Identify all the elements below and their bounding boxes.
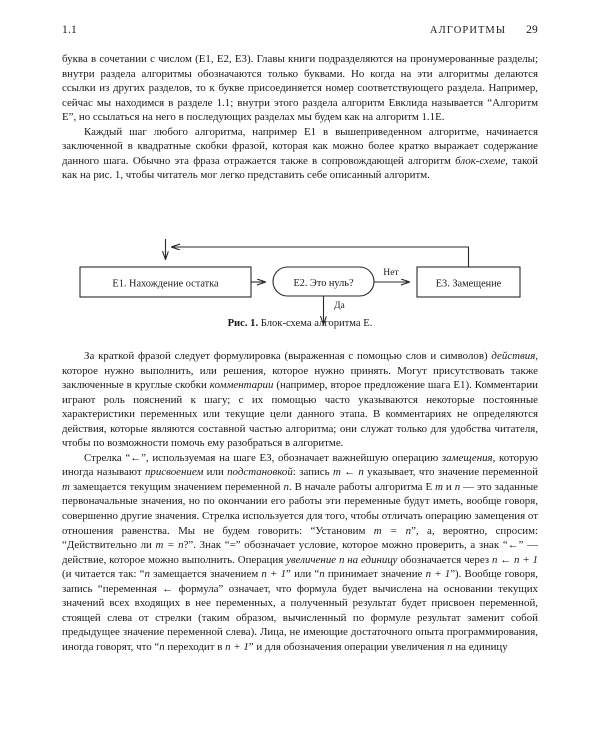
p4-text-j: ”, а, вероятно, спросим: “Действительно ли	[62, 524, 539, 552]
paragraph-4	[62, 451, 538, 655]
p4-math-m-1: m	[62, 480, 70, 493]
p4-emphasis-assignment: присвоением	[144, 466, 204, 479]
p4-math-n-1: n	[283, 480, 289, 493]
body-text-top	[62, 52, 538, 183]
p4-math-m-eq-n-2: m = n	[155, 539, 184, 552]
page-number: 29	[526, 24, 538, 36]
p4-math-n-3: n	[144, 568, 150, 581]
paragraph-3	[62, 349, 538, 451]
p4-math-n-plus-1-c: n + 1	[225, 640, 249, 653]
p4-text-p: принимает значение	[324, 568, 426, 581]
p4-text-b: , которую иногда называют	[62, 451, 538, 479]
figure-flowchart	[62, 236, 538, 346]
figure-caption	[62, 318, 538, 329]
p4-text-d: : запись	[292, 466, 333, 479]
p4-math-n-plus-1-a: n + 1	[261, 568, 287, 581]
paragraph-1: буква в сочетании с числом (E1, E2, E3). Главы книги подразделяются на пронумерованные разделы; внутри раздела алгоритмы обозначаются только буквами. Но когда на эти алгоритмы делаются ссылки из других разделов, то к букве присоединяется номер соответствующего раздела. Например, сейчас мы находимся в разделе 1.1; внутри этого раздела алгоритм Евклида называется “Алгоритм E”, но ссылаться на него в последующих разделах мы будем как на алгоритм 1.1E.	[62, 53, 538, 124]
p4-math-m-2: m	[435, 480, 443, 493]
running-head	[62, 24, 538, 40]
flow-edge-e3-feedback	[172, 247, 469, 267]
flow-edge-label-no: Нет	[383, 267, 399, 278]
running-title: АЛГОРИТМЫ	[429, 25, 507, 36]
paragraph-2	[62, 125, 538, 183]
p3-text-b: , которое нужно выполнить, или решения, которое нужно принять. Могут присутствовать также заключенные в круглые скобки	[62, 350, 538, 392]
flow-node-e3-label: E3. Замещение	[435, 278, 502, 290]
flow-node-e2	[273, 267, 374, 296]
figure-caption-text: Блок-схема алгоритма E.	[260, 318, 373, 329]
p4-emphasis-substitution: замещения	[441, 451, 493, 464]
p4-text-o: ” или “	[286, 568, 320, 581]
flow-node-e1	[80, 267, 251, 297]
p4-emphasis-increment: увеличение n на единицу	[286, 553, 398, 566]
p4-text-n: замещается значением	[149, 568, 262, 581]
p4-text-k: ?”. Знак “=” обозначает условие, которое можно проверить, а знак “←” — действие, которое можно выполнить. Операция	[62, 539, 538, 566]
p3-emphasis-action: действия	[491, 350, 536, 362]
p3-text-c: (например, второе предложение шага E1). Комментарии играют роль пояснений к шагу; с их помощью часто указываются некоторые постоянные характеристики переменных или текущие цели данного этапа. В комментариях не определяются действия, которые являются составной частью алгоритма; они служат только для удобства читателя, чтобы по возможности помочь ему разобраться в алгоритме.	[62, 379, 538, 450]
section-number: 1.1	[62, 24, 77, 36]
flow-edge-label-yes: Да	[334, 300, 345, 311]
p4-text-h: и	[442, 480, 455, 493]
p4-text-t: на единицу	[452, 640, 508, 653]
p4-text-f: замещается текущим значением переменной	[69, 480, 284, 493]
p4-math-n-5: n	[159, 640, 165, 653]
p4-text-g: . В начале работы алгоритма E	[288, 480, 436, 493]
p4-text-c: или	[203, 466, 228, 479]
flow-node-e3	[417, 267, 520, 297]
p4-text-m: (и читается так: “	[62, 568, 145, 581]
running-head-right	[430, 24, 538, 36]
p3-text-a: За краткой фразой следует формулировка (выраженная с помощью слов и символов)	[84, 350, 492, 362]
p2-text-a: Каждый шаг любого алгоритма, например E1 в вышеприведенном алгоритме, начинается заключенной в квадратные скобки фразой, которая как можно более кратко выражает содержание данного шага. Обычно эта фраза отражается также в сопровождающей алгоритм	[62, 125, 538, 167]
body-text-bottom	[62, 349, 538, 654]
p4-math-n-4: n	[319, 568, 325, 581]
figure-caption-label: Рис. 1.	[227, 318, 259, 329]
p4-math-n-6: n	[447, 640, 453, 653]
p4-math-n-assign-n-plus-1: n ← n + 1	[491, 553, 539, 566]
p4-math-n-plus-1-b: n + 1	[425, 568, 451, 581]
p4-text-i: — это заданные первоначальные значения, но по окончании его работы эти переменные будут иметь, вообще говоря, совершенно другие значения. Стрелка используется для того, чтобы отличать операцию замещения от отношения равенства. Мы не будем говорить: “Установим	[62, 480, 538, 537]
p4-math-m-assign-n: m ← n	[332, 466, 364, 479]
p4-text-a: Стрелка “←”, используемая на шаге E3, обозначает важнейшую операцию	[84, 451, 442, 464]
p4-text-l: обозначается через	[397, 553, 492, 566]
p2-emphasis-blockscheme: блок-схеме	[455, 154, 506, 167]
p3-emphasis-comments: комментарии	[209, 379, 274, 392]
flow-node-e1-label: E1. Нахождение остатка	[112, 278, 219, 290]
p4-text-s: ” и для обозначения операции увеличения	[248, 640, 448, 653]
p4-math-m-eq-n-1: m = n	[373, 524, 412, 537]
p4-text-e: указывает, что значение переменной	[363, 466, 538, 479]
p4-text-r: переходит в	[164, 640, 226, 653]
p4-text-q: ”). Вообще говоря, запись “переменная ← формула” означает, что формула будет вычислена на основании текущих значений всех входящих в нее переменных, а полученный результат будет присвоен переменной, стоящей слева от стрелки (таким образом, вычисленный по формуле результат заменит собой предыдущее значение переменной слева). Лица, не имеющие достаточного опыта программирования, иногда говорят, что “	[62, 568, 538, 653]
p4-math-n-2: n	[454, 480, 461, 493]
p2-text-b: , такой как на рис. 1, чтобы читатель мог легко представить себе описанный алгоритм.	[62, 154, 538, 182]
flow-node-e2-label: E2. Это нуль?	[293, 278, 354, 289]
p4-emphasis-podstanovka: подстановкой	[227, 466, 293, 479]
